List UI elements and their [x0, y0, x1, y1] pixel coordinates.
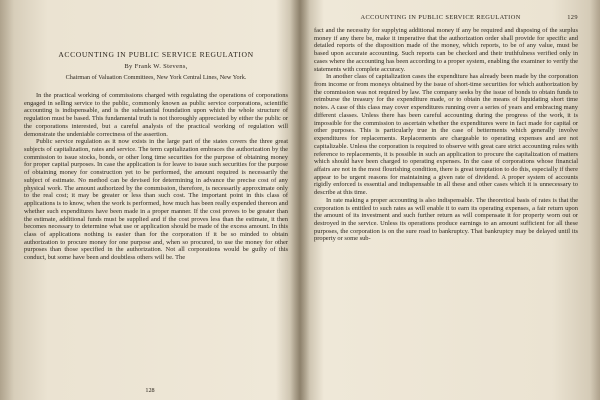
author-affiliation: Chairman of Valuation Committees, New York Central Lines, New York.	[65, 74, 247, 81]
running-header	[314, 14, 578, 21]
paragraph: Public service regulation as it now exists in the large part of the states covers the three great subjects of capitalization, rates and service. The term capitalization embraces the authorization by the commission to issue stocks, bonds, or other long time securities for the purpose of obtaining money for proper capital purposes. In case the application is for leave to issue such securities for the purpose of obtaining money for construction yet to be performed, the amount required is necessarily the subject of estimate. No method can be devised for determining in advance the precise cost of any physical work. The amount authorized by the commission, therefore, is necessarily approximate only to the real cost; it may be greater or less than such cost. The important point in this class of applications is to know, when the work is performed, how much has been really expended thereon and whether such expenditures have been made in a proper manner. If the cost proves to be greater than the estimate, additional funds must be supplied and if the cost proves less than the estimate, it then becomes necessary to determine what use or application should be made of the excess amount. In this class of applications nothing is easier than for the corporation if it be so minded to obtain authorization to procure money for one purpose and, when so procured, to use the money for other purposes than those specified in the authorization. Not all corporations would be guilty of this conduct, but some have been and doubtless others will be. The	[24, 138, 288, 262]
page-number: 128	[145, 387, 155, 394]
page-number: 129	[567, 14, 578, 21]
paragraph: In rate making a proper accounting is also indispensable. The theoretical basis of rates is that the corporation is entitled to such rates as will enable it to earn its operating expenses, a fair return upon the amount of its investment and such further return as will compensate it for property worn out or destroyed in the service. Unless its operations produce earnings to an amount sufficient for all these purposes, the corporation is on the sure road to bankruptcy. That bankruptcy may be delayed until its property or some sub-	[314, 196, 578, 243]
paragraph: In another class of capitalization cases the expenditure has already been made by the corporation from income or from moneys obtained by the issue of short-time securities for which authorization by the commission was not required by law. The company seeks by the issue of bonds to obtain funds to reimburse the treasury for the expenditure made, or to obtain the means of liquidating short time notes. A case of this class may cover expenditures running over a series of years and embracing many different classes. Unless there has been careful accounting during the progress of the work, it is impossible for the commission to ascertain whether the expenditures were in fact made for capital or other purposes. This is particularly true in the case of betterments which generally involve expenditures for replacements. Replacements are chargeable to operating expenses and are not capitalizable. Unless the corporation is required to observe with great care strict accounting rules with reference to replacements, it is possible in such an application to procure the capitalization of matters which should have been charged to operating expenses. In the case of corporations whose financial affairs are not in the most flourishing condition, there is great temptation to do this, especially if there appear to be urgent reasons for maintaining a given rate of dividend. A proper system of accounts rigidly enforced is essential and indispensable in all these and other cases which it is unnecessary to describe at this time.	[314, 73, 578, 197]
article-title: ACCOUNTING IN PUBLIC SERVICE REGULATION	[58, 50, 254, 59]
paragraph: fact and the necessity for supplying additional money if any be required and disposing of the surplus money if any there be, make it imperative that the authorization order shall provide for specific and detailed reports of the disposition made of the money, which reports, to be of any value, must be based upon accurate accounting. Such reports can be checked and their truthfulness verified only in cases where the accounting has been according to a proper system, enabling the examiner to verify the statements with complete accuracy.	[314, 27, 578, 73]
right-page	[300, 0, 600, 400]
author-byline: By Frank W. Stevens,	[124, 63, 188, 70]
paragraph: In the practical working of commissions charged with regulating the operations of corporations engaged in selling service to the public, commonly known as public service corporations, scientific accounting is indispensable, and is the substantial foundation upon which the whole structure of regulation must be based. This fundamental truth is not thoroughly appreciated by either the public or the corporations interested, but a careful analysis of the practical working of regulation will demonstrate the undeniable correctness of the assertion.	[24, 92, 288, 138]
running-head-title: ACCOUNTING IN PUBLIC SERVICE REGULATION	[360, 14, 521, 21]
